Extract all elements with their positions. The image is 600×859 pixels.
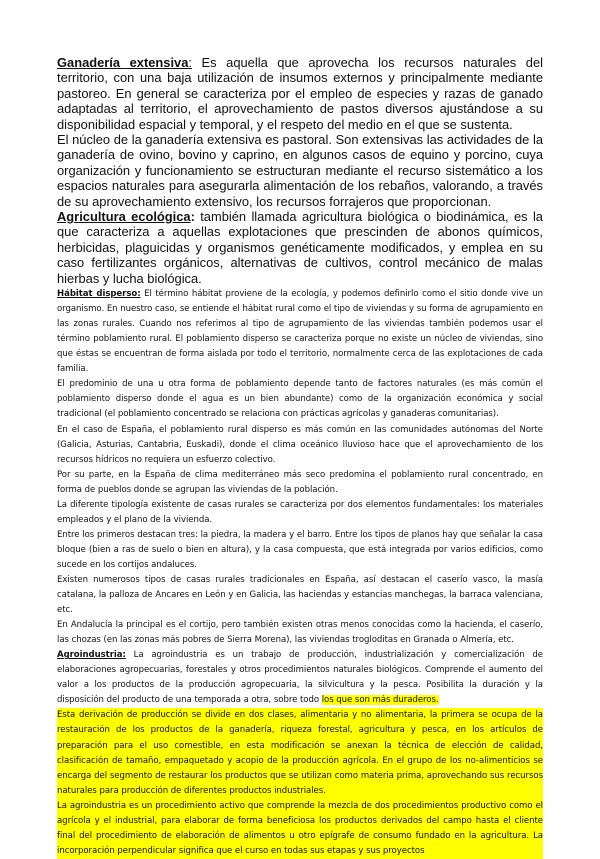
document-page: [57, 55, 543, 859]
paragraph-procedimiento-highlighted: La agroindustria es un procedimiento activo que comprende la mezcla de dos procedimientos productivo como el agrícola y el industrial, para elaborar de forma beneficiosa los productos derivados del campo hasta el cliente final del procedimiento de elaboración de alimentos u otro epígrafe de consumo fundado en la agricultura. La incorporación perpendicular significa que el curso en todas sus etapas y sus proyectos: [57, 799, 543, 859]
paragraph-text: Es aquella que aprovecha los recursos naturales del territorio, con una baja utilización de insumos externos y principalmente mediante pastoreo. En general se caracteriza por el empleo de especies y razas de ganado adaptadas al territorio, el aprovechamiento de pastos diversos ajustándose a su disponibilidad espacial y temporal, y el respeto del medio en el que se sustenta.: [57, 55, 543, 132]
paragraph-text: también llamada agricultura biológica o biodinámica, es la que caracteriza a aquellas explotaciones que prescinden de abonos químicos, herbicidas, plaguicidas y organismos genéticamente modificados, y emplea en su caso fertilizantes orgánicos, alternativas de cultivos, control mecánico de malas hierbas y lucha biológica.: [57, 209, 543, 286]
paragraph-derivacion-highlighted: Esta derivación de producción se divide en dos clases, alimentaria y no alimentaria, la primera se ocupa de la restauración de los productos de la ganadería, riqueza forestal, agricultura y pesca, en los artículos de preparación para el uso comestible, en esta modificación se anexan la técnica de elección de calidad, clasificación de tamaño, empaquetado y acopio de la producción agrícola. En el grupo de los no-alimenticios se encarga del segmento de restaurar los productos que se utilizan como materia prima, aprovechando sus recursos naturales para producción de diferentes productos industriales.: [57, 708, 543, 798]
paragraph-nucleo-pastoral: El núcleo de la ganadería extensiva es pastoral. Son extensivas las actividades de la ganadería de ovino, bovino y caprino, en algunos casos de equino y porcino, cuya organización y funcionamiento se estructuran mediante el recurso sistemático a los espacios naturales para asegurarla alimentación de los rebaños, valorando, a través de su aprovechamiento extensivo, los recursos forrajeros que proporcionan.: [57, 132, 543, 209]
paragraph-materiales: Entre los primeros destacan tres: la piedra, la madera y el barro. Entre los tipos de planos hay que señalar la casa bloque (bien a ras de suelo o bien en altura), y la casa compuesta, que está integrada por varios edificios, como sucede en los cortijos andaluces.: [57, 529, 543, 570]
paragraph-predominio: El predominio de una u otra forma de poblamiento depende tanto de factores naturales (es más común el poblamiento disperso donde el agua es un bien abundante) como de la organización económica y social tradicional (el poblamiento concentrado se relaciona con prácticas agrícolas y ganaderas comunitarias).: [57, 379, 543, 420]
arial-block: [57, 55, 543, 286]
paragraph-habitat-disperso: [57, 287, 543, 377]
paragraph-andalucia: En Andalucía la principal es el cortijo, pero también existen otras menos conocidas como la hacienda, el caserío, las chozas (en las zonas más pobres de Sierra Morena), las viviendas trogloditas en Granada o Almería, etc.: [57, 620, 543, 646]
paragraph-ganaderia-extensiva: [57, 55, 543, 132]
heading-habitat-disperso: Hábitat disperso:: [57, 289, 141, 300]
paragraph-agroindustria: [57, 648, 543, 708]
paragraph-text: El término hábitat proviene de la ecología, y podemos definirlo como el sitio donde vive un organismo. En nuestro caso, se entiende el hábitat rural como el tipo de viviendas y su forma de agrupamiento en las zonas rurales. Cuando nos referimos al tipo de agrupamiento de las viviendas también podemos usar el término poblamiento rural. El poblamiento disperso se caracteriza porque no existe un núcleo de viviendas, sino que éstas se encuentran de forma aislada por todo el territorio, normalmente cerca de las explotaciones de cada familia.: [57, 289, 543, 375]
paragraph-espana-mediterranea: Por su parte, en la España de clima mediterráneo más seco predomina el poblamiento rural concentrado, en forma de pueblos donde se agrupan las viviendas de la población.: [57, 469, 543, 495]
heading-colon: :: [188, 55, 192, 70]
paragraph-tipos-casas: Existen numerosos tipos de casas rurales tradicionales en España, así destacan el caserío vasco, la masía catalana, la palloza de Ancares en León y en Galicia, las haciendas y estancias manchegas, la barraca valenciana, etc.: [57, 574, 543, 616]
paragraph-caso-espana: En el caso de España, el poblamiento rural disperso es más común en las comunidades autónomas del Norte (Galicia, Asturias, Cantabria, Euskadi), donde el clima oceánico lluvioso hace que el aprovechamiento de los recursos hídricos no requiera un esfuerzo colectivo.: [57, 424, 543, 465]
heading-agricultura-ecologica: Agricultura ecológica: [57, 209, 191, 225]
heading-agroindustria: Agroindustria:: [57, 650, 126, 661]
highlighted-text: los que son más duraderos.: [321, 695, 439, 706]
heading-colon: :: [190, 209, 195, 225]
paragraph-tipologia: La diferente tipología existente de casas rurales se caracteriza por dos elementos fundamentales: los materiales empleados y el plano de la vivienda.: [57, 499, 543, 525]
paragraph-agricultura-ecologica: [57, 209, 543, 286]
calibri-block: [57, 287, 543, 859]
paragraph-text: La agroindustria es un trabajo de producción, industrialización y comercialización de elaboraciones agropecuarias, forestales y otros procedimientos naturales biológicos. Comprende el aumento del valor a los productos de la producción agropecuaria, la silvicultura y la pesca. Posibilita la duración y la disposición del producto de una temporada a otra, sobre todo: [57, 650, 543, 706]
heading-ganaderia-extensiva: Ganadería extensiva: [57, 55, 189, 70]
